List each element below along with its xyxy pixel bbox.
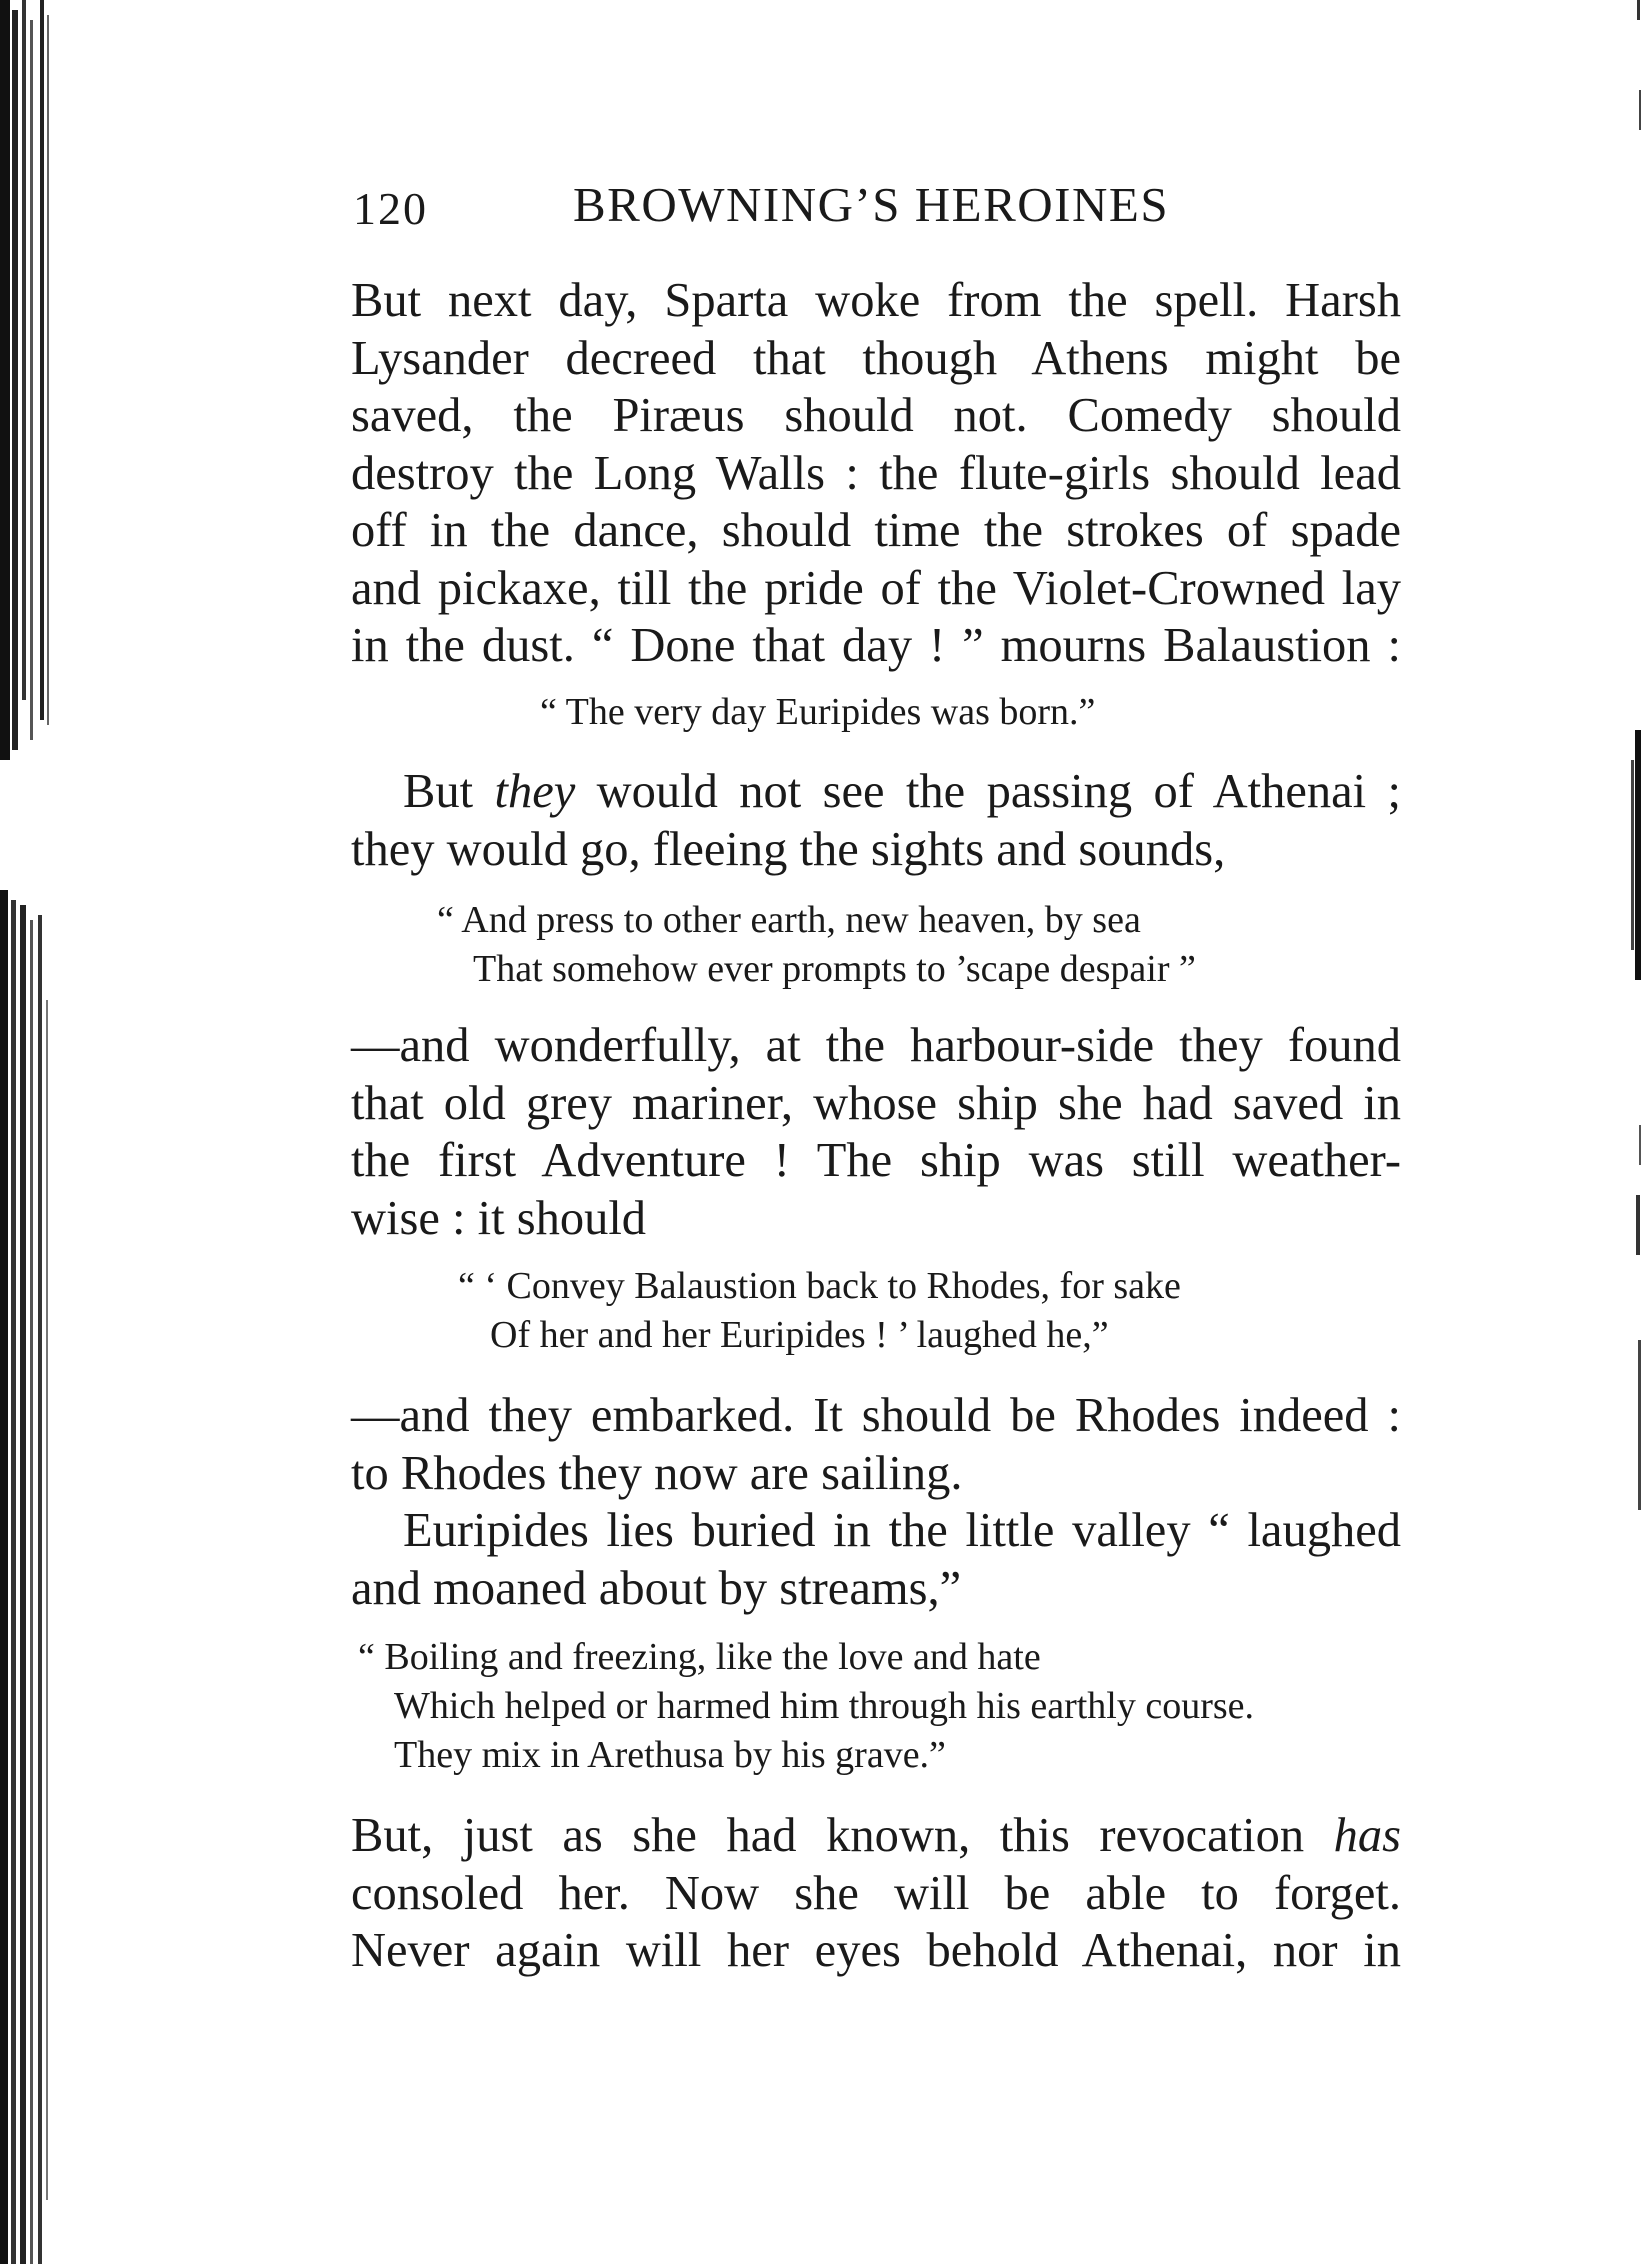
paragraph-3 bbox=[351, 1017, 1401, 1247]
text-line: off in the dance, should time the strokes of spade bbox=[351, 504, 1401, 557]
text-line: destroy the Long Walls : the flute-girls should lead bbox=[351, 446, 1401, 500]
verse-line: Which helped or harmed him through his earthly course. bbox=[394, 1685, 1255, 1727]
text-line: But next day, Sparta woke from the spell. Harsh bbox=[351, 274, 1401, 327]
emphasis: has bbox=[1333, 1809, 1401, 1862]
verse-quote-4 bbox=[358, 1633, 1254, 1780]
text-line: the first Adventure ! The ship was still weather- bbox=[351, 1134, 1401, 1187]
text-line: saved, the Piræus should not. Comedy should bbox=[351, 389, 1401, 442]
verse-line: “ Boiling and freezing, like the love and hate bbox=[358, 1636, 1041, 1678]
text-line: to Rhodes they now are sailing. bbox=[351, 1446, 963, 1500]
verse-quote-1 bbox=[540, 688, 1095, 737]
verse-line: “ The very day Euripides was born.” bbox=[540, 691, 1096, 733]
text-line: and pickaxe, till the pride of the Violet-Crowned lay bbox=[351, 561, 1401, 615]
text-line: —and wonderfully, at the harbour-side they found bbox=[351, 1019, 1401, 1072]
verse-line: They mix in Arethusa by his grave.” bbox=[394, 1734, 946, 1776]
text-line: But, just as she had known, this revocation has bbox=[351, 1809, 1401, 1862]
verse-quote-2 bbox=[437, 896, 1196, 994]
text-line: —and they embarked. It should be Rhodes indeed : bbox=[351, 1389, 1401, 1442]
verse-line: Of her and her Euripides ! ’ laughed he,” bbox=[490, 1314, 1109, 1356]
text-line: and moaned about by streams,” bbox=[351, 1561, 962, 1615]
running-header bbox=[353, 176, 1403, 236]
paragraph-5 bbox=[351, 1502, 1401, 1617]
paragraph-4 bbox=[351, 1387, 1401, 1502]
text-line: wise : it should bbox=[351, 1191, 647, 1245]
page-number: 120 bbox=[353, 183, 428, 234]
binding-edge-left bbox=[0, 0, 56, 2264]
running-title: BROWNING’S HEROINES bbox=[573, 177, 1170, 232]
text-line: in the dust. “ Done that day ! ” mourns Balaustion : bbox=[351, 619, 1401, 672]
text-line: Lysander decreed that though Athens might be bbox=[351, 331, 1401, 385]
text-line: Euripides lies buried in the little valley “ laughed bbox=[403, 1504, 1401, 1557]
verse-line: That somehow ever prompts to ’scape despair ” bbox=[473, 948, 1196, 990]
page-edge-right bbox=[1609, 0, 1649, 2264]
paragraph-1 bbox=[351, 272, 1401, 675]
emphasis: they bbox=[494, 765, 576, 818]
text-line: But they would not see the passing of Athenai ; bbox=[403, 765, 1401, 818]
verse-quote-3 bbox=[458, 1262, 1181, 1360]
paragraph-6 bbox=[351, 1807, 1401, 1980]
text-line: Never again will her eyes behold Athenai, nor in bbox=[351, 1924, 1401, 1977]
paragraph-2 bbox=[351, 763, 1401, 878]
verse-line: “ And press to other earth, new heaven, by sea bbox=[437, 899, 1141, 941]
text-line: they would go, fleeing the sights and sounds, bbox=[351, 822, 1226, 876]
verse-line: “ ‘ Convey Balaustion back to Rhodes, for sake bbox=[458, 1265, 1181, 1307]
text-line: consoled her. Now she will be able to forget. bbox=[351, 1866, 1401, 1920]
text-line: that old grey mariner, whose ship she had saved in bbox=[351, 1076, 1401, 1130]
